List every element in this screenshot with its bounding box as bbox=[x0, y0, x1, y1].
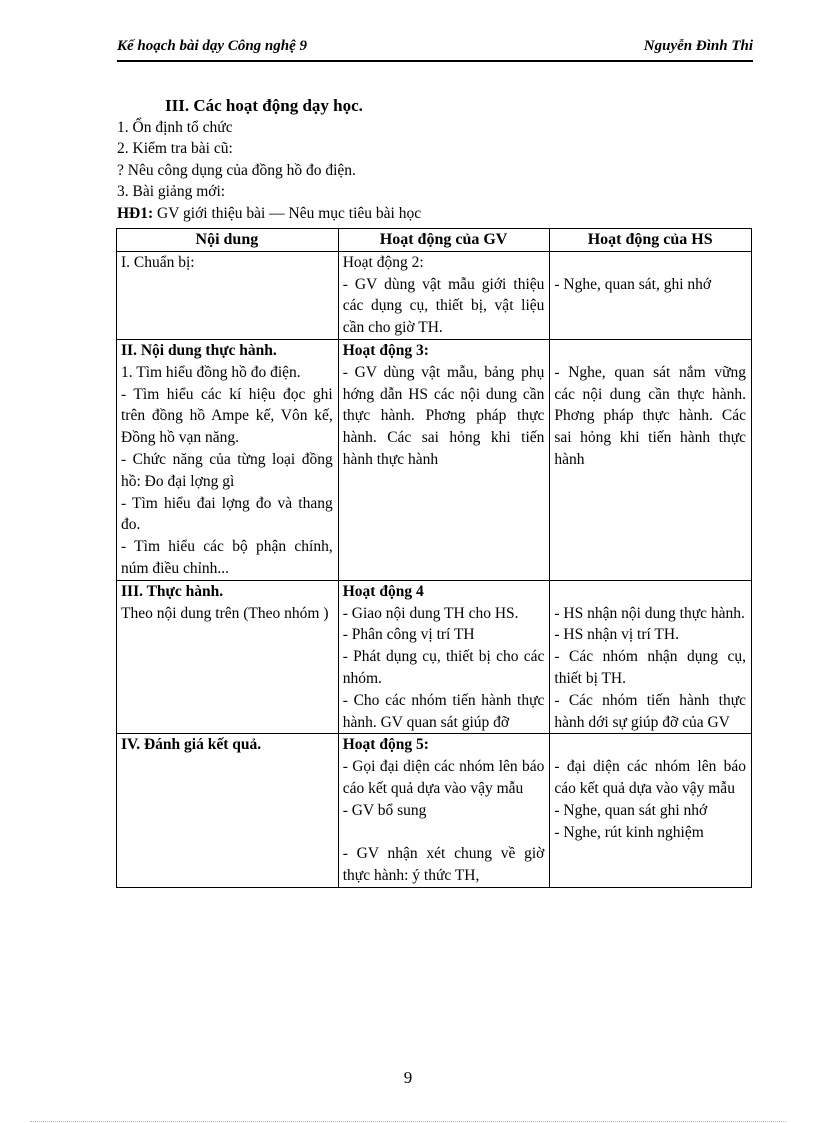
cell-title: IV. Đánh giá kết quả. bbox=[121, 736, 262, 754]
hs-cell bbox=[550, 339, 752, 580]
section-title: III. Các hoạt động dạy học. bbox=[165, 96, 363, 115]
cell-text: - HS nhận nội dung thực hành. bbox=[554, 604, 745, 622]
cell-spacer bbox=[554, 340, 746, 362]
cell-title: III. Thực hành. bbox=[121, 582, 224, 600]
gv-cell bbox=[338, 251, 550, 339]
cell-spacer bbox=[343, 822, 545, 844]
header-teacher-activity: Hoạt động của GV bbox=[338, 229, 550, 252]
table-row bbox=[117, 580, 752, 734]
cell-spacer bbox=[554, 734, 746, 756]
hd1-text: GV giới thiệu bài — Nêu mục tiêu bài học bbox=[153, 204, 422, 222]
intro-line: 3. Bài giảng mới: bbox=[117, 183, 226, 200]
cell-text: - GV dùng vật mẫu giới thiệu các dụng cụ, thiết bị, vật liệu cần cho giờ TH. bbox=[342, 275, 545, 337]
page-number: 9 bbox=[403, 1068, 413, 1087]
cell-text: Theo nội dung trên (Theo nhóm ) bbox=[121, 604, 329, 622]
gv-cell bbox=[338, 339, 550, 580]
footer-divider bbox=[30, 1121, 786, 1122]
cell-text: - Nghe, quan sát ghi nhớ bbox=[554, 801, 708, 819]
cell-text: - Tìm hiểu các bộ phận chính, núm điều chỉnh... bbox=[121, 538, 333, 577]
cell-text: - Tìm hiểu đai lợng đo và thang đo. bbox=[121, 494, 333, 534]
cell-spacer bbox=[554, 581, 746, 603]
cell-text: - GV bổ sung bbox=[342, 801, 427, 819]
table-header-row bbox=[117, 229, 752, 252]
intro-section bbox=[117, 95, 757, 224]
hs-cell bbox=[550, 580, 752, 734]
page-header bbox=[117, 38, 753, 62]
cell-text: - GV dùng vật mẫu, bảng phụ hớng dẫn HS các nội dung cần thực hành. Phơng pháp thực hành. Các sai hỏng khi tiến hành thực hành bbox=[342, 363, 545, 468]
cell-text: - Chức năng của từng loại đồng hồ: Đo đại lợng gì bbox=[121, 450, 333, 490]
cell-title: Hoạt động 3: bbox=[342, 341, 429, 359]
cell-text: - Nghe, rút kinh nghiệm bbox=[554, 823, 704, 841]
cell-text: - Các nhóm tiến hành thực hành dới sự giúp đỡ của GV bbox=[554, 691, 746, 731]
table-row bbox=[117, 734, 752, 888]
header-student-activity: Hoạt động của HS bbox=[550, 229, 752, 252]
content-cell bbox=[117, 251, 339, 339]
cell-text: - Phát dụng cụ, thiết bị cho các nhóm. bbox=[342, 648, 545, 687]
cell-text: - Giao nội dung TH cho HS. bbox=[342, 604, 519, 622]
cell-text: - Gọi đại diện các nhóm lên báo cáo kết quả dựa vào vậy mẫu bbox=[342, 758, 545, 797]
hd1-line bbox=[117, 203, 757, 225]
cell-text: I. Chuẩn bị: bbox=[121, 253, 195, 271]
header-left-title: Kế hoạch bài dạy Công nghệ 9 bbox=[117, 38, 308, 54]
cell-text: - Các nhóm nhận dụng cụ, thiết bị TH. bbox=[554, 648, 746, 687]
cell-text: - đại diện các nhóm lên báo cáo kết quả dựa vào vậy mẫu bbox=[554, 758, 746, 797]
hs-cell bbox=[550, 251, 752, 339]
content-cell bbox=[117, 339, 339, 580]
lesson-plan-table bbox=[116, 228, 752, 888]
intro-line: 1. Ổn định tổ chức bbox=[117, 118, 233, 136]
cell-text: 1. Tìm hiểu đồng hồ đo điện. bbox=[121, 363, 301, 381]
table-row bbox=[117, 339, 752, 580]
cell-text: - Nghe, quan sát, ghi nhớ bbox=[554, 275, 712, 293]
gv-cell bbox=[338, 734, 550, 888]
hs-cell bbox=[550, 734, 752, 888]
intro-line: ? Nêu công dụng của đồng hồ đo điện. bbox=[117, 161, 356, 179]
content-cell bbox=[117, 580, 339, 734]
hd1-label: HĐ1: bbox=[117, 204, 154, 222]
cell-title: Hoạt động 5: bbox=[342, 736, 429, 754]
cell-text: - Nghe, quan sát nắm vững các nội dung cần thực hành. Phơng pháp thực hành. Các sai hỏng khi tiến hành thực hành bbox=[554, 363, 746, 468]
header-content: Nội dung bbox=[117, 229, 339, 252]
cell-text: - Cho các nhóm tiến hành thực hành. GV quan sát giúp đỡ bbox=[342, 691, 545, 731]
cell-text: - Tìm hiểu các kí hiệu đọc ghi trên đồng hồ Ampe kế, Vôn kế, Đồng hồ vạn năng. bbox=[121, 385, 333, 447]
gv-cell bbox=[338, 580, 550, 734]
cell-text: Hoạt động 2: bbox=[342, 253, 424, 271]
intro-line: 2. Kiểm tra bài cũ: bbox=[117, 140, 233, 157]
content-cell bbox=[117, 734, 339, 888]
cell-spacer bbox=[554, 252, 746, 274]
cell-title: Hoạt động 4 bbox=[342, 582, 424, 600]
cell-title: II. Nội dung thực hành. bbox=[121, 341, 277, 359]
cell-text: - GV nhận xét chung về giờ thực hành: ý thức TH, bbox=[342, 845, 545, 885]
cell-text: - Phân công vị trí TH bbox=[342, 626, 475, 644]
table-row bbox=[117, 251, 752, 339]
header-author: Nguyễn Đình Thi bbox=[643, 38, 753, 54]
cell-text: - HS nhận vị trí TH. bbox=[554, 626, 679, 644]
